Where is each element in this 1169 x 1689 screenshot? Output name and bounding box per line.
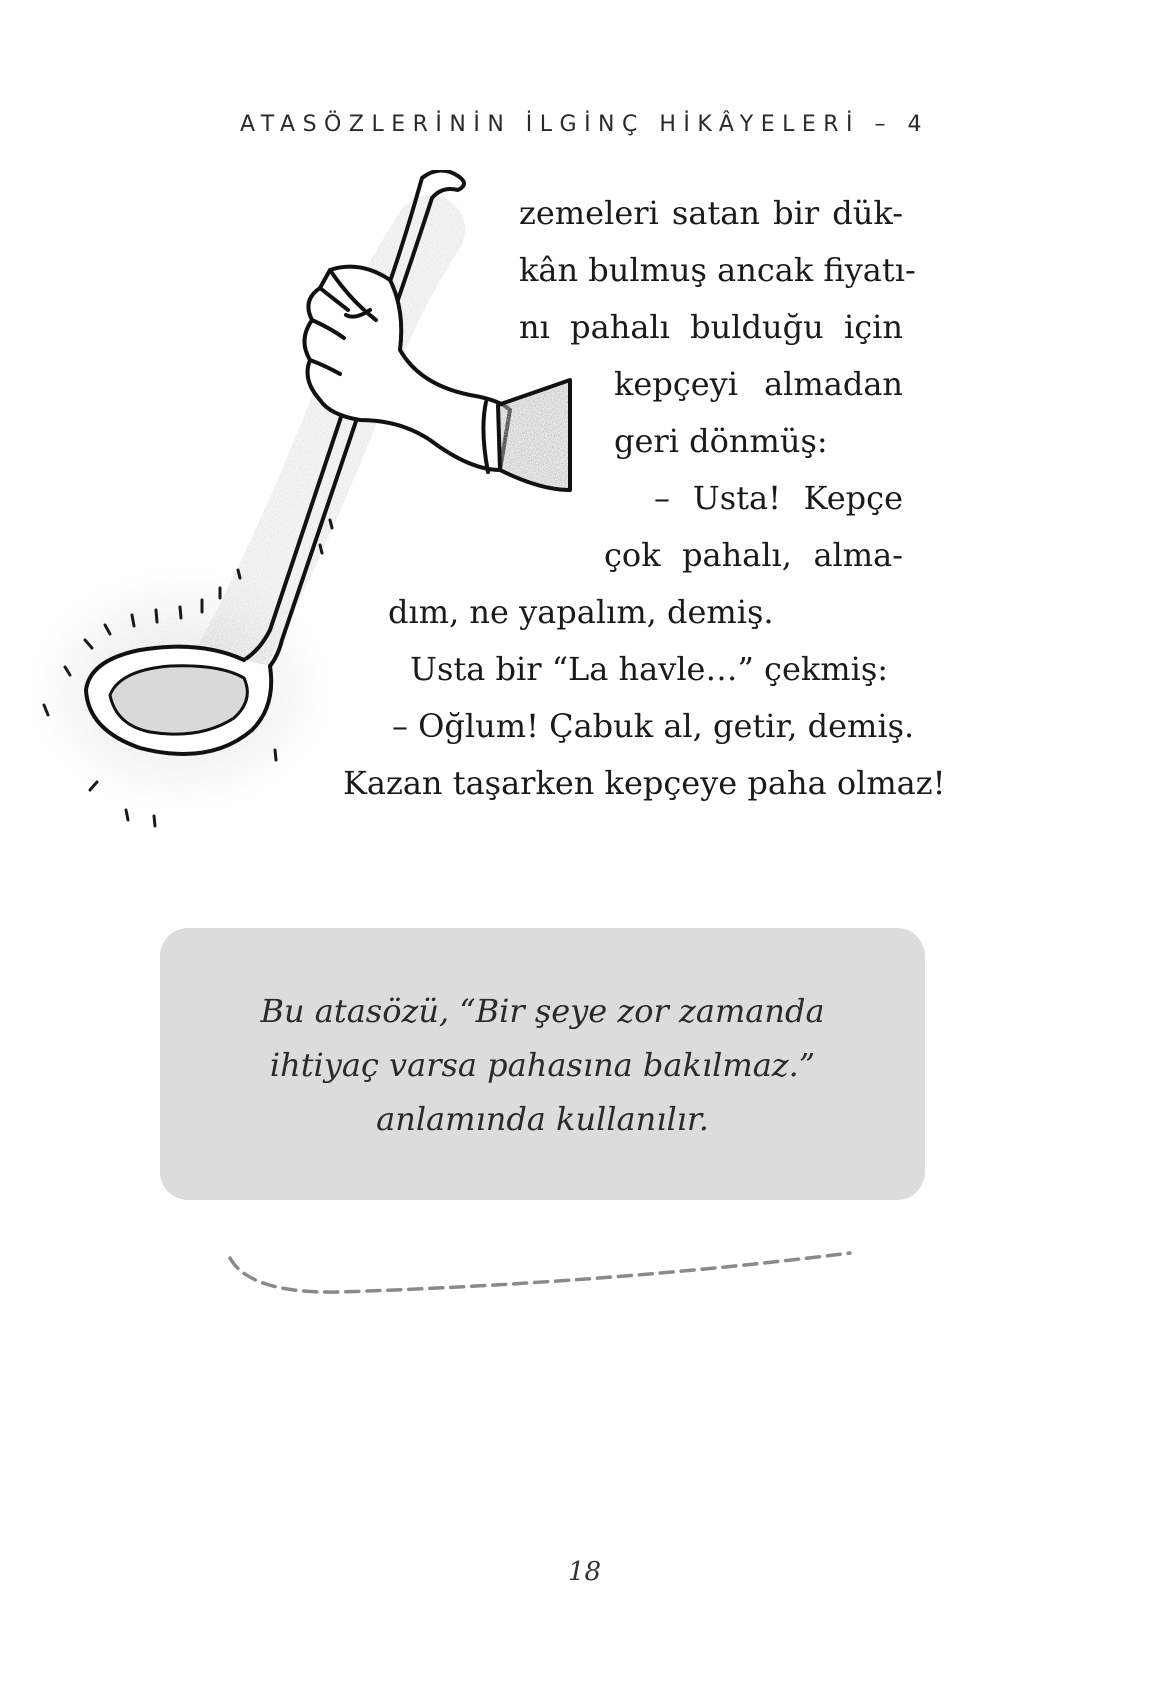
story-line: – Usta! Kepçe — [654, 479, 903, 517]
story-line: Kazan taşarken kepçeye paha olmaz! — [343, 764, 946, 802]
story-line: nı pahalı bulduğu için — [519, 308, 903, 346]
story-line: çok pahalı, alma- — [604, 536, 903, 574]
story-line: zemeleri satan bir dük- — [519, 194, 903, 232]
callout-line: anlamında kullanılır. — [376, 1100, 709, 1138]
running-head: ATASÖZLERİNİN İLGİNÇ HİKÂYELERİ – 4 — [239, 112, 930, 137]
story-line: kepçeyi almadan — [614, 365, 903, 403]
story-line: kân bulmuş ancak fiyatı- — [519, 251, 916, 289]
story-line: dım, ne yapalım, demiş. — [388, 593, 774, 631]
page-number: 18 — [567, 1557, 602, 1587]
story-line: geri dönmüş: — [614, 422, 828, 460]
callout-line: ihtiyaç varsa pahasına bakılmaz.” — [269, 1046, 816, 1084]
callout-line: Bu atasözü, “Bir şeye zor zamanda — [260, 992, 825, 1030]
story-line: – Oğlum! Çabuk al, getir, demiş. — [392, 707, 915, 745]
sleeve — [498, 380, 570, 490]
story-line: Usta bir “La havle…” çekmiş: — [410, 650, 889, 688]
